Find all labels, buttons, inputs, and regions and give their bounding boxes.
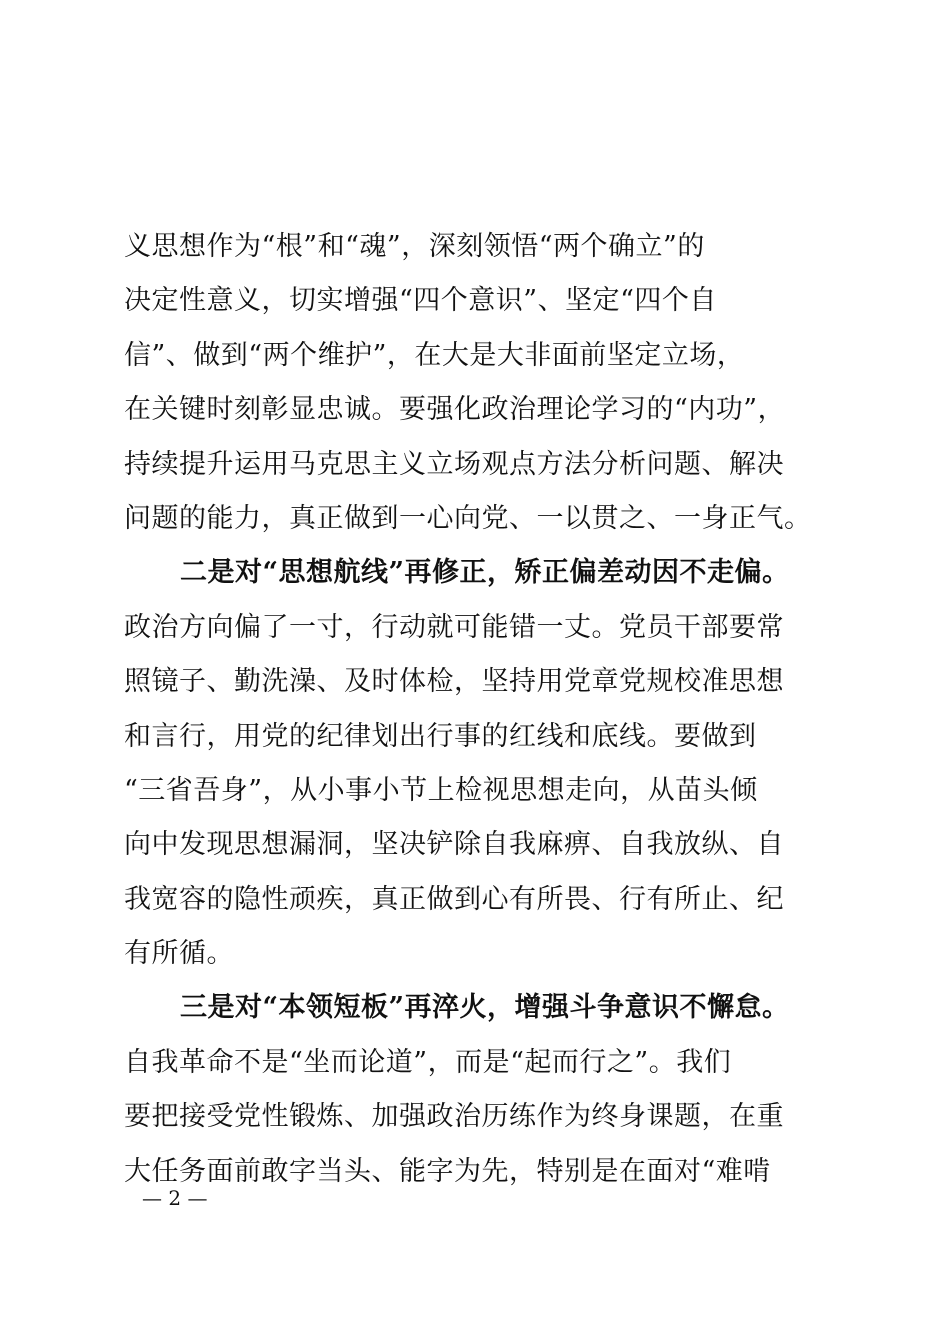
- body-text: [124, 220, 824, 1199]
- text-line: 和言行，用党的纪律划出行事的红线和底线。要做到: [124, 720, 757, 752]
- text-line: 自我革命不是“坐而论道”，而是“起而行之”。我们: [124, 1046, 732, 1078]
- text-line: 要把接受党性锻炼、加强政治历练作为终身课题，在重: [124, 1101, 784, 1133]
- text-line: 向中发现思想漏洞，坚决铲除自我麻痹、自我放纵、自: [124, 829, 784, 861]
- text-line: 有所循。: [124, 938, 234, 970]
- text-line: 大任务面前敢字当头、能字为先，特别是在面对“难啃: [124, 1155, 771, 1187]
- text-line: 在关键时刻彰显忠诚。要强化政治理论学习的“内功”，: [124, 394, 786, 426]
- section-heading-three: 三是对“本领短板”再淬火，增强斗争意识不懈怠。: [180, 992, 790, 1024]
- text-line: 我宽容的隐性顽疾，真正做到心有所畏、行有所止、纪: [124, 883, 784, 915]
- text-line: 义思想作为“根”和“魂”，深刻领悟“两个确立”的: [124, 231, 705, 262]
- text-line: 照镜子、勤洗澡、及时体检，坚持用党章党规校准思想: [124, 666, 784, 698]
- text-line: 持续提升运用马克思主义立场观点方法分析问题、解决: [124, 448, 784, 480]
- text-line: 政治方向偏了一寸，行动就可能错一丈。党员干部要常: [124, 611, 784, 643]
- section-heading-two: 二是对“思想航线”再修正，矫正偏差动因不走偏。: [180, 557, 790, 589]
- text-line: “三省吾身”，从小事小节上检视思想走向，从苗头倾: [124, 774, 758, 806]
- page-number: — 2 —: [142, 1186, 208, 1210]
- text-line: 决定性意义，切实增强“四个意识”、坚定“四个自: [124, 285, 717, 317]
- text-line: 问题的能力，真正做到一心向党、一以贯之、一身正气。: [124, 502, 812, 534]
- text-line: 信”、做到“两个维护”，在大是大非面前坚定立场，: [124, 339, 745, 371]
